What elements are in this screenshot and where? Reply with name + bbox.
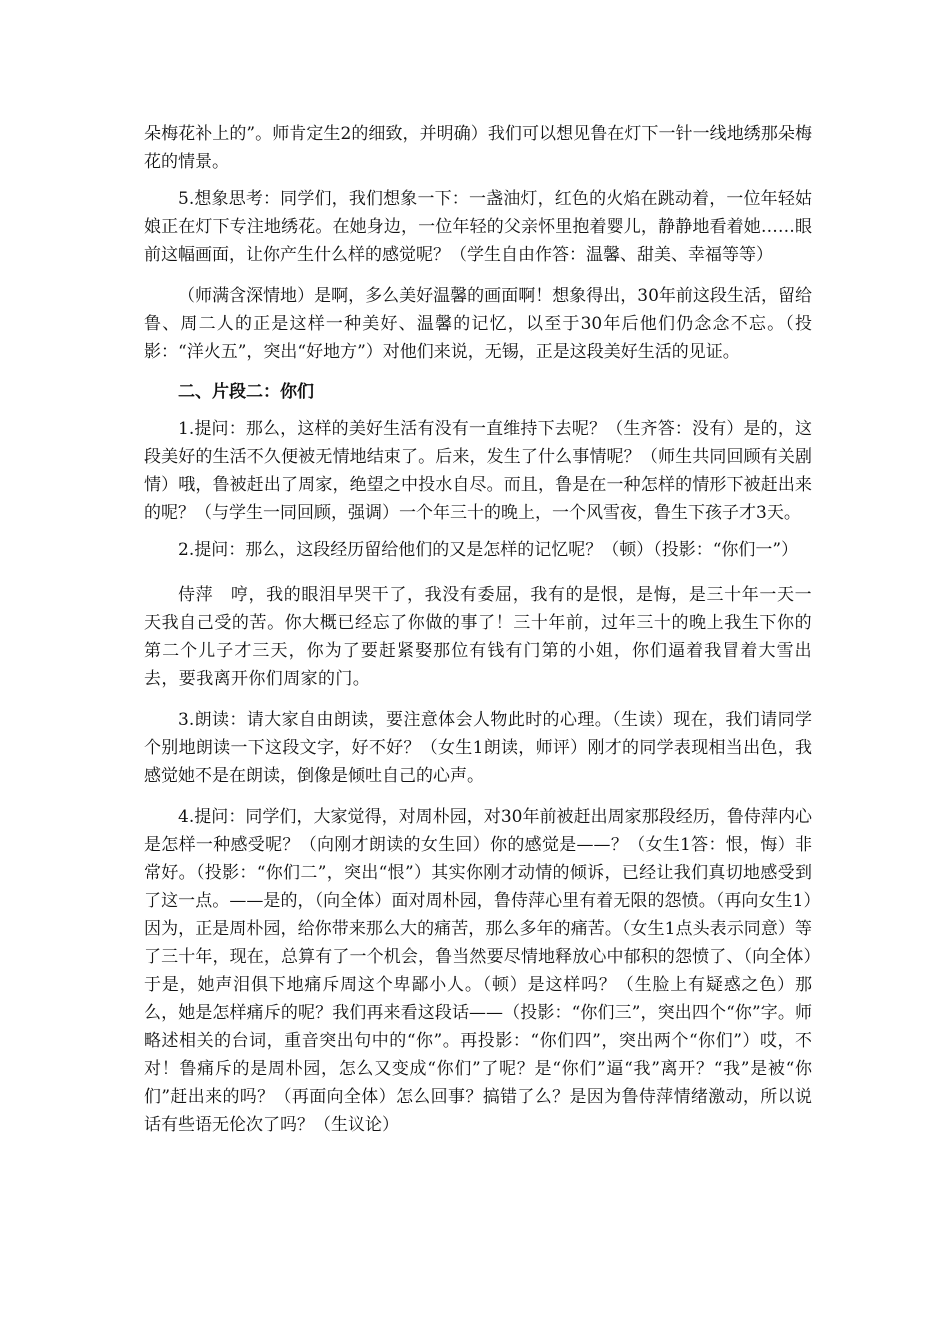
section-heading: 二、片段二：你们 bbox=[178, 382, 314, 402]
paragraph-reading: 3.朗读：请大家自由朗读，要注意体会人物此时的心理。（生读）现在，我们请同学个别地朗读一下这段文字，好不好？（女生1朗读，师评）刚才的同学表现相当出色，我感觉她不是在朗读，倒像是倾吐自己的心声。 bbox=[144, 710, 812, 786]
paragraph-question-2: 2.提问：那么，这段经历留给他们的又是怎样的记忆呢？（顿）（投影：“你们一”） bbox=[178, 540, 799, 560]
paragraph-teacher-reflection: （师满含深情地）是啊，多么美好温馨的画面啊！想象得出，30年前这段生活，留给鲁、周二人的正是这样一种美好、温馨的记忆，以至于30年后他们仍念念不忘。（投影：“洋火五”，突出“好地方”）对他们来说，无锡，正是这段美好生活的见证。 bbox=[144, 286, 812, 362]
paragraph-question-4: 4.提问：同学们，大家觉得，对周朴园，对30年前被赶出周家那段经历，鲁侍萍内心是怎样一种感受呢？（向刚才朗读的女生回）你的感觉是——？（女生1答：恨，悔）非常好。（投影：“你们二”，突出“恨”）其实你刚才动情的倾诉，已经让我们真切地感受到了这一点。——是的，（向全体）面对周朴园，鲁侍萍心里有着无限的怨愤。（再向女生1）因为，正是周朴园，给你带来那么大的痛苦，那么多年的痛苦。（女生1点头表示同意）等了三十年，现在，总算有了一个机会，鲁当然要尽情地释放心中郁积的怨愤了、（向全体）于是，她声泪俱下地痛斥周这个卑鄙小人。（顿）是这样吗？（生脸上有疑惑之色）那么，她是怎样痛斥的呢？我们再来看这段话——（投影：“你们三”，突出四个“你”字。师略述相关的台词，重音突出句中的“你”。再投影：“你们四”，突出两个“你们”）哎，不对！鲁痛斥的是周朴园，怎么又变成“你们”了呢？是“你们”逼“我”离开？“我”是被“你们”赶出来的吗？（再面向全体）怎么回事？搞错了么？是因为鲁侍萍情绪激动，所以说话有些语无伦次了吗？（生议论） bbox=[144, 807, 812, 1135]
paragraph-imagine-question: 5.想象思考：同学们，我们想象一下：一盏油灯，红色的火焰在跳动着，一位年轻姑娘正在灯下专注地绣花。在她身边，一位年轻的父亲怀里抱着婴儿，静静地看着她……眼前这幅画面，让你产生什么样的感觉呢？（学生自由作答：温馨、甜美、幸福等等） bbox=[144, 189, 812, 265]
paragraph-question-1: 1.提问：那么，这样的美好生活有没有一直维持下去呢？（生齐答：没有）是的，这段美好的生活不久便被无情地结束了。后来，发生了什么事情呢？（师生共同回顾有关剧情）哦，鲁被赶出了周家，绝望之中投水自尽。而且，鲁是在一种怎样的情形下被赶出来的呢？（与学生一同回顾，强调）一个年三十的晚上，一个风雪夜，鲁生下孩子才3天。 bbox=[144, 419, 812, 523]
document-page bbox=[144, 120, 812, 1139]
paragraph-continuation: 朵梅花补上的”。师肯定生2的细致，并明确）我们可以想见鲁在灯下一针一线地绣那朵梅花的情景。 bbox=[144, 124, 812, 172]
script-excerpt: 侍萍 哼，我的眼泪早哭干了，我没有委屈，我有的是恨，是悔，是三十年一天一天我自己受的苦。你大概已经忘了你做的事了！三十年前，过年三十的晚上我生下你的第二个儿子才三天，你为了要赶紧娶那位有钱有门第的小姐，你们逼着我冒着大雪出去，要我离开你们周家的门。 bbox=[144, 585, 812, 688]
